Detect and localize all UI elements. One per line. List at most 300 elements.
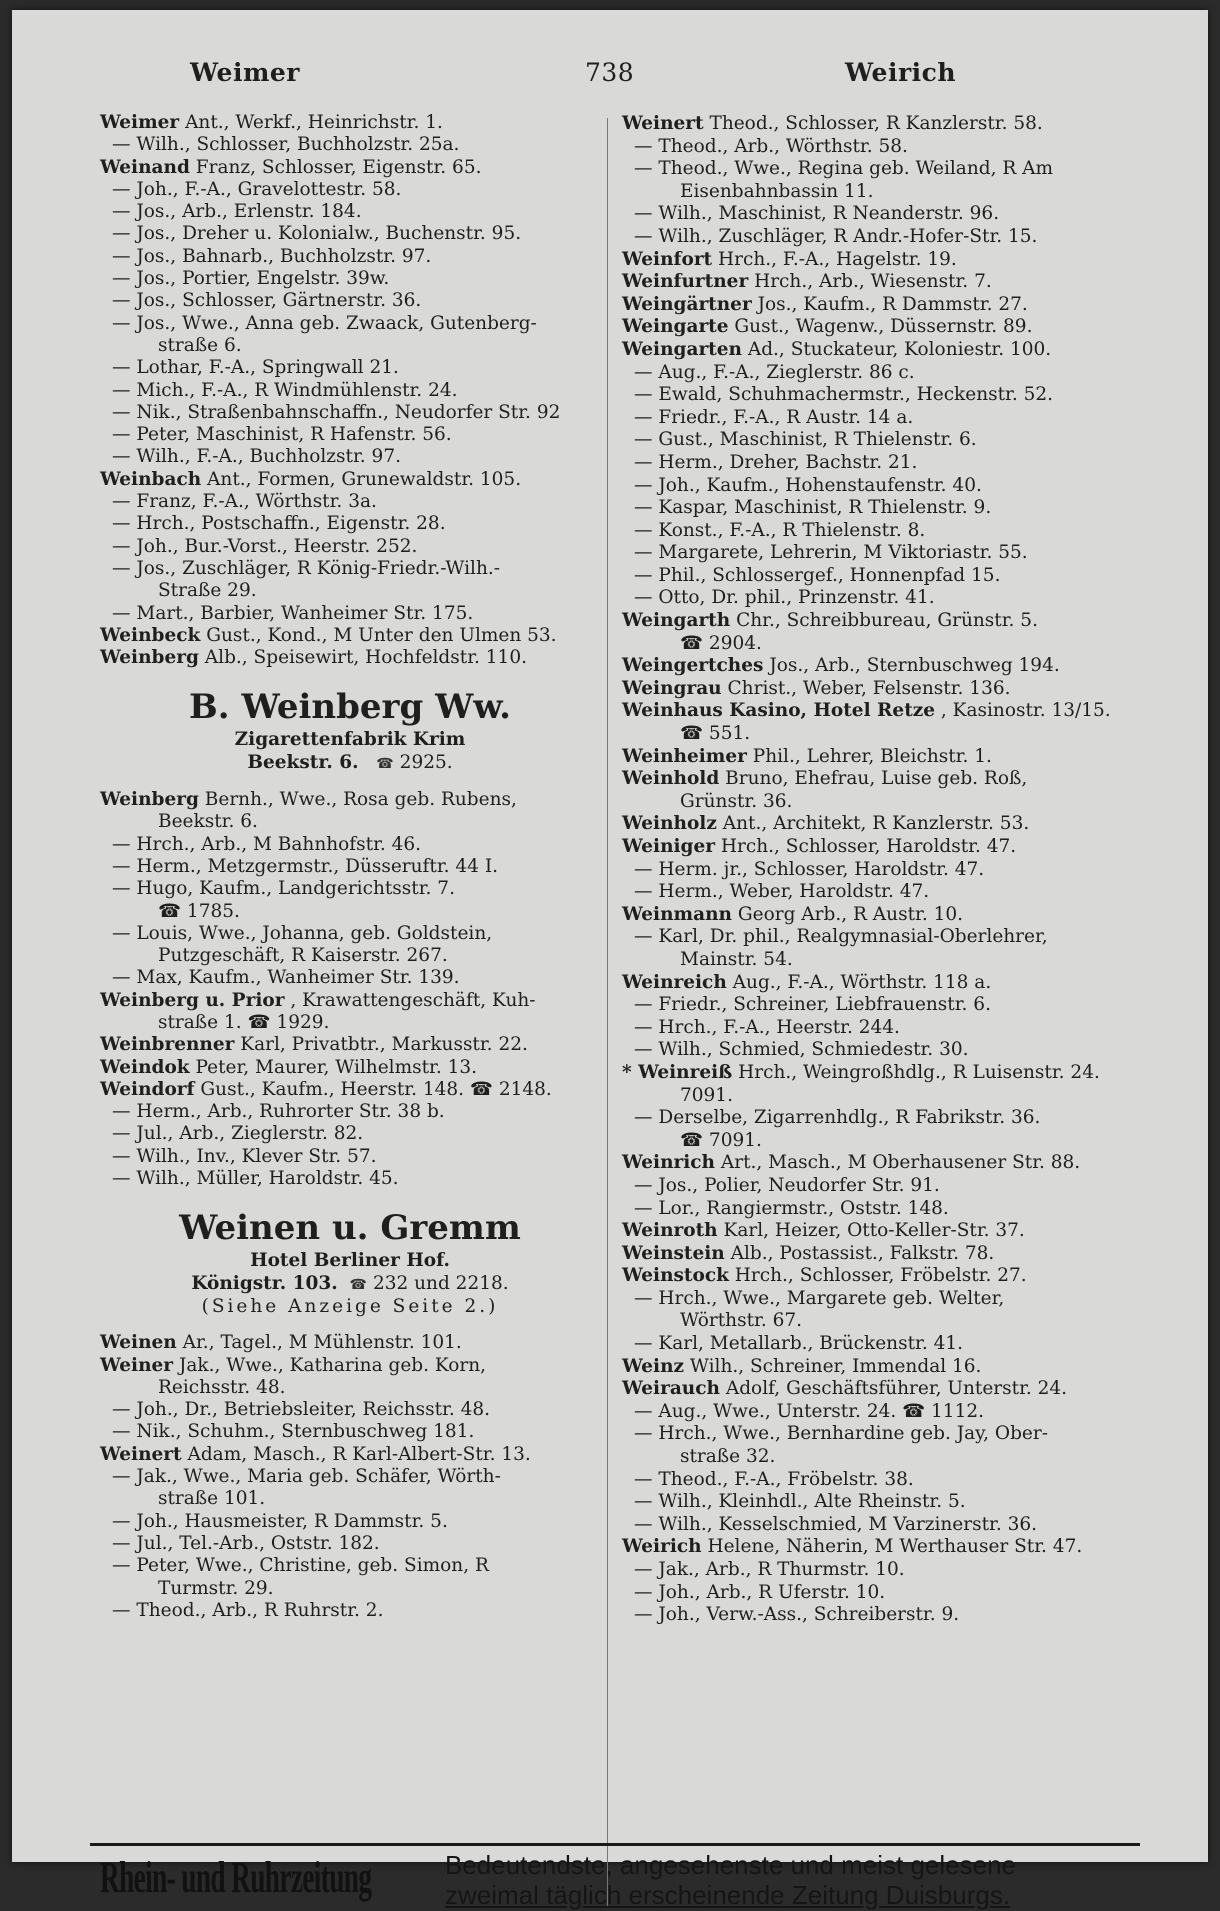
directory-entry <box>100 424 600 446</box>
weinen-ad-phone: ☎ 232 und 2218. <box>349 1273 508 1294</box>
entry-details: — Karl, Metallarb., Brückenstr. 41. <box>634 1333 964 1355</box>
directory-entry <box>622 1310 1147 1333</box>
directory-entry <box>100 990 600 1012</box>
entry-details: — Hugo, Kaufm., Landgerichtsstr. 7. <box>112 878 455 900</box>
entry-surname: Weinen <box>100 1332 177 1354</box>
directory-entry <box>100 1377 600 1399</box>
directory-entry <box>100 834 600 856</box>
entry-details: Peter, Maurer, Wilhelmstr. 13. <box>195 1056 478 1078</box>
entry-details: Hrch., Schlosser, Fröbelstr. 27. <box>734 1265 1027 1287</box>
entry-surname: Weinfort <box>622 248 713 270</box>
entry-details: Wilh., Schreiner, Immendal 16. <box>689 1355 982 1377</box>
entry-surname: Weirich <box>622 1536 702 1558</box>
entry-details: Eisenbahnbassin 11. <box>680 180 874 202</box>
entry-details: straße 32. <box>680 1446 776 1468</box>
directory-entry <box>622 1356 1147 1379</box>
entry-surname: Weindorf <box>100 1078 195 1100</box>
weinberg-ad-address <box>100 752 600 775</box>
directory-entry <box>622 1152 1147 1175</box>
entry-details: Art., Masch., M Oberhausener Str. 88. <box>720 1152 1081 1174</box>
directory-entry <box>100 313 600 335</box>
entry-details: — Ewald, Schuhmachermstr., Heckenstr. 52. <box>634 384 1054 406</box>
entry-details: Ar., Tagel., M Mühlenstr. 101. <box>182 1332 462 1354</box>
directory-entry <box>622 836 1147 859</box>
directory-entry <box>622 1536 1147 1559</box>
directory-entry <box>100 223 600 245</box>
directory-entry <box>622 1198 1147 1221</box>
directory-entry <box>100 1578 600 1600</box>
directory-entry <box>100 1444 600 1466</box>
entry-details: — Theod., Arb., Wörthstr. 58. <box>634 135 908 157</box>
weinberg-ad-line2: Beekstr. 6. <box>247 751 359 773</box>
directory-entry <box>100 402 600 424</box>
directory-entry <box>622 1288 1147 1311</box>
directory-entry <box>100 1034 600 1056</box>
entry-details: — Friedr., Schreiner, Liebfrauenstr. 6. <box>634 994 991 1016</box>
entry-details: — Jos., Schlosser, Gärtnerstr. 36. <box>112 290 422 312</box>
entry-details: 7091. <box>680 1084 733 1106</box>
entry-surname: Weiner <box>100 1354 174 1376</box>
directory-entry <box>100 179 600 201</box>
entry-details: Hrch., Weingroßhdlg., R Luisenstr. 24. <box>738 1061 1100 1083</box>
directory-entry <box>100 536 600 558</box>
entry-details: Chr., Schreibbureau, Grünstr. 5. <box>736 610 1038 632</box>
entry-surname: Weinheimer <box>622 745 747 767</box>
newspaper-advertisement <box>90 1843 1140 1911</box>
entry-details: — Peter, Maschinist, R Hafenstr. 56. <box>112 424 452 446</box>
ad-text-line1: Bedeutendste, angesehenste und meist gelesene <box>445 1850 1016 1880</box>
directory-entry <box>622 1582 1147 1605</box>
directory-entry <box>100 967 600 989</box>
directory-entry <box>622 746 1147 769</box>
entry-surname: Weinstein <box>622 1242 725 1264</box>
entry-surname: Weingertches <box>622 655 764 677</box>
directory-entry <box>100 357 600 379</box>
entry-surname: Weinmann <box>622 903 732 925</box>
weinen-ad-address <box>100 1273 600 1296</box>
directory-entry <box>622 497 1147 520</box>
directory-entry <box>622 881 1147 904</box>
directory-entry <box>622 859 1147 882</box>
entry-surname: Weinberg <box>100 647 199 669</box>
entry-details: — Jos., Zuschläger, R König-Friedr.-Wilh.- <box>112 557 501 579</box>
entry-details: — Kaspar, Maschinist, R Thielenstr. 9. <box>634 497 992 519</box>
entry-details: , Krawattengeschäft, Kuh- <box>290 989 536 1011</box>
directory-entry <box>622 1333 1147 1356</box>
entry-details: Jos., Kaufm., R Dammstr. 27. <box>757 293 1028 315</box>
directory-entry <box>100 1488 600 1510</box>
entry-surname: Weinfurtner <box>622 271 749 293</box>
directory-entry <box>622 203 1147 226</box>
directory-entry <box>622 723 1147 746</box>
directory-entry <box>622 1446 1147 1469</box>
directory-entry <box>100 134 600 156</box>
directory-entry <box>100 923 600 945</box>
entry-details: — Joh., Bur.-Vorst., Heerstr. 252. <box>112 535 418 557</box>
entry-surname: Weinberg u. Prior <box>100 989 285 1011</box>
entry-details: — Jos., Arb., Erlenstr. 184. <box>112 201 362 223</box>
entry-details: Ant., Werkf., Heinrichstr. 1. <box>185 112 443 133</box>
directory-entry <box>622 949 1147 972</box>
entry-details: Mainstr. 54. <box>680 948 793 970</box>
directory-entry <box>622 1107 1147 1130</box>
entry-details: Karl, Privatbtr., Markusstr. 22. <box>240 1034 528 1056</box>
entry-details: ☎ 551. <box>680 723 751 745</box>
directory-entry <box>622 158 1147 181</box>
entry-details: — Theod., F.-A., Fröbelstr. 38. <box>634 1468 914 1490</box>
directory-entry <box>100 789 600 811</box>
header-left: Weimer <box>190 58 300 87</box>
entry-details: — Hrch., Arb., M Bahnhofstr. 46. <box>112 833 422 855</box>
entry-surname: Weingärtner <box>622 293 752 315</box>
entry-surname: Weinreich <box>622 971 727 993</box>
entry-details: Gust., Wagenw., Düssernstr. 89. <box>734 316 1033 338</box>
entry-details: — Mart., Barbier, Wanheimer Str. 175. <box>112 602 474 624</box>
entry-surname: Weindok <box>100 1056 190 1078</box>
entry-details: Gust., Kond., M Unter den Ulmen 53. <box>206 624 557 646</box>
left-entries-2 <box>100 789 600 1190</box>
entry-details: Hrch., Arb., Wiesenstr. 7. <box>754 271 992 293</box>
directory-entry <box>622 136 1147 159</box>
entry-details: — Wilh., Maschinist, R Neanderstr. 96. <box>634 203 1000 225</box>
entry-details: Bernh., Wwe., Rosa geb. Rubens, <box>204 789 517 811</box>
column-divider <box>607 118 608 1908</box>
entry-details: Hrch., F.-A., Hagelstr. 19. <box>718 248 957 270</box>
entry-details: Georg Arb., R Austr. 10. <box>737 903 964 925</box>
entry-surname: Weinert <box>622 113 704 134</box>
directory-entry <box>100 380 600 402</box>
entry-details: — Max, Kaufm., Wanheimer Str. 139. <box>112 967 460 989</box>
directory-entry <box>622 1469 1147 1492</box>
entry-surname: Weingarten <box>622 338 742 360</box>
directory-entry <box>622 587 1147 610</box>
weinberg-ad-phone: ☎ 2925. <box>376 752 452 773</box>
directory-entry <box>100 513 600 535</box>
entry-details: — Wilh., Schmied, Schmiedestr. 30. <box>634 1039 969 1061</box>
directory-entry <box>622 678 1147 701</box>
directory-entry <box>622 768 1147 791</box>
entry-details: ☎ 7091. <box>680 1129 762 1151</box>
directory-entry <box>100 1146 600 1168</box>
weinen-ad-line2: Königstr. 103. <box>191 1272 338 1294</box>
directory-page <box>12 10 1208 1910</box>
directory-entry <box>622 181 1147 204</box>
directory-entry <box>100 580 600 602</box>
entry-details: — Jul., Tel.-Arb., Oststr. 182. <box>112 1532 380 1554</box>
directory-entry <box>622 610 1147 633</box>
entry-details: Christ., Weber, Felsenstr. 136. <box>727 677 1011 699</box>
entry-details: — Jos., Dreher u. Kolonialw., Buchenstr. 95. <box>112 223 522 245</box>
directory-entry <box>100 558 600 580</box>
entry-details: ☎ 1785. <box>158 900 240 922</box>
entry-details: — Herm., Dreher, Bachstr. 21. <box>634 451 918 473</box>
directory-entry <box>622 1062 1147 1085</box>
entry-details: Ant., Formen, Grunewaldstr. 105. <box>207 468 522 490</box>
directory-entry <box>100 1012 600 1034</box>
entry-details: — Hrch., Postschaffn., Eigenstr. 28. <box>112 513 446 535</box>
entry-surname: Weinbrenner <box>100 1034 235 1056</box>
header-right: Weirich <box>845 58 957 87</box>
left-entries-1 <box>100 112 600 669</box>
directory-entry <box>622 1265 1147 1288</box>
directory-entry <box>100 1533 600 1555</box>
entry-details: — Theod., Wwe., Regina geb. Weiland, R Am <box>634 158 1054 180</box>
directory-entry <box>622 1378 1147 1401</box>
directory-entry <box>622 1085 1147 1108</box>
entry-details: — Derselbe, Zigarrenhdlg., R Fabrikstr. 36. <box>634 1107 1041 1129</box>
directory-entry <box>100 1123 600 1145</box>
directory-entry <box>622 294 1147 317</box>
directory-entry <box>622 1423 1147 1446</box>
entry-details: — Wilh., F.-A., Buchholzstr. 97. <box>112 446 401 468</box>
entry-details: — Wilh., Inv., Klever Str. 57. <box>112 1145 377 1167</box>
directory-entry <box>622 1604 1147 1627</box>
entry-surname: Weinstock <box>622 1265 729 1287</box>
directory-entry <box>100 878 600 900</box>
entry-surname: * Weinreiß <box>622 1061 733 1083</box>
entry-details: Straße 29. <box>158 580 257 602</box>
entry-details: — Wilh., Kesselschmied, M Varzinerstr. 36. <box>634 1513 1038 1535</box>
left-column <box>100 112 600 1622</box>
entry-surname: Weinbach <box>100 468 202 490</box>
directory-entry <box>622 1130 1147 1153</box>
directory-entry <box>622 113 1147 136</box>
entry-details: — Phil., Schlossergef., Honnenpfad 15. <box>634 564 1001 586</box>
entry-details: — Aug., F.-A., Zieglerstr. 86 c. <box>634 361 915 383</box>
left-entries-3 <box>100 1332 600 1622</box>
directory-entry <box>100 335 600 357</box>
directory-entry <box>622 407 1147 430</box>
directory-entry <box>100 1332 600 1354</box>
entry-details: — Joh., Kaufm., Hohenstaufenstr. 40. <box>634 474 982 496</box>
directory-entry <box>100 268 600 290</box>
entry-surname: Weingarte <box>622 316 729 338</box>
entry-details: — Wilh., Schlosser, Buchholzstr. 25a. <box>112 134 460 156</box>
entry-details: Beekstr. 6. <box>158 811 258 833</box>
entry-details: Hrch., Schlosser, Haroldstr. 47. <box>720 836 1017 857</box>
entry-details: Theod., Schlosser, R Kanzlerstr. 58. <box>709 113 1043 134</box>
directory-entry <box>622 813 1147 836</box>
page-body <box>90 58 1140 1910</box>
entry-details: Jak., Wwe., Katharina geb. Korn, <box>178 1354 486 1376</box>
entry-surname: Weingrau <box>622 677 722 699</box>
directory-entry <box>100 856 600 878</box>
directory-entry <box>622 475 1147 498</box>
directory-entry <box>622 1220 1147 1243</box>
weinberg-ad-line1: Zigarettenfabrik Krim <box>234 729 466 751</box>
directory-entry <box>100 901 600 923</box>
directory-entry <box>100 1466 600 1488</box>
directory-entry <box>100 1511 600 1533</box>
weinen-ad-note: (Siehe Anzeige Seite 2.) <box>201 1295 499 1317</box>
entry-details: — Franz, F.-A., Wörthstr. 3a. <box>112 491 377 513</box>
directory-entry <box>622 791 1147 814</box>
entry-details: — Joh., Hausmeister, R Dammstr. 5. <box>112 1510 448 1532</box>
entry-surname: Weiniger <box>622 836 715 857</box>
entry-details: — Herm., Weber, Haroldstr. 47. <box>634 881 930 903</box>
directory-entry <box>622 226 1147 249</box>
directory-entry <box>100 1057 600 1079</box>
entry-details: — Wilh., Zuschläger, R Andr.-Hofer-Str. 15. <box>634 225 1038 247</box>
entry-details: — Joh., F.-A., Gravelottestr. 58. <box>112 178 402 200</box>
directory-entry <box>622 633 1147 656</box>
directory-entry <box>100 625 600 647</box>
entry-details: — Friedr., F.-A., R Austr. 14 a. <box>634 406 914 428</box>
directory-entry <box>622 926 1147 949</box>
entry-details: Phil., Lehrer, Bleichstr. 1. <box>752 745 992 767</box>
directory-entry <box>622 362 1147 385</box>
directory-entry <box>622 249 1147 272</box>
entry-details: — Jak., Wwe., Maria geb. Schäfer, Wörth- <box>112 1466 501 1488</box>
directory-entry <box>100 491 600 513</box>
entry-details: — Jos., Wwe., Anna geb. Zwaack, Gutenberg- <box>112 312 537 334</box>
entry-details: straße 101. <box>158 1488 266 1510</box>
directory-entry <box>100 811 600 833</box>
entry-surname: Weinz <box>622 1355 685 1377</box>
entry-details: — Nik., Schuhm., Sternbuschweg 181. <box>112 1421 475 1443</box>
directory-entry <box>622 1039 1147 1062</box>
directory-entry <box>622 1559 1147 1582</box>
entry-details: Adam, Masch., R Karl-Albert-Str. 13. <box>187 1443 531 1465</box>
directory-entry <box>622 429 1147 452</box>
entry-surname: Weirauch <box>622 1378 720 1400</box>
entry-details: — Jul., Arb., Zieglerstr. 82. <box>112 1123 364 1145</box>
directory-entry <box>622 339 1147 362</box>
entry-details: — Herm. jr., Schlosser, Haroldstr. 47. <box>634 858 985 880</box>
entry-details: — Peter, Wwe., Christine, geb. Simon, R <box>112 1555 489 1577</box>
entry-details: — Hrch., F.-A., Heerstr. 244. <box>634 1016 900 1038</box>
directory-entry <box>622 1175 1147 1198</box>
entry-surname: Weingarth <box>622 610 731 632</box>
entry-details: Helene, Näherin, M Werthauser Str. 47. <box>707 1536 1083 1558</box>
directory-entry <box>622 1017 1147 1040</box>
ad-text-line2: zweimal täglich erscheinende Zeitung Duisburgs. <box>445 1880 1011 1910</box>
entry-details: Ad., Stuckateur, Koloniestr. 100. <box>747 338 1052 360</box>
directory-entry <box>622 1491 1147 1514</box>
entry-surname: Weinberg <box>100 789 199 811</box>
entry-details: — Otto, Dr. phil., Prinzenstr. 41. <box>634 587 935 609</box>
entry-surname: Weinert <box>100 1443 182 1465</box>
entry-details: Gust., Kaufm., Heerstr. 148. ☎ 2148. <box>200 1078 552 1100</box>
weinberg-ad-name: B. Weinberg Ww. <box>189 687 511 728</box>
directory-entry <box>100 1079 600 1101</box>
entry-details: — Lothar, F.-A., Springwall 21. <box>112 357 399 379</box>
entry-details: — Joh., Verw.-Ass., Schreiberstr. 9. <box>634 1604 960 1626</box>
entry-details: , Kasinostr. 13/15. <box>940 700 1111 722</box>
entry-surname: Weimer <box>100 112 180 133</box>
directory-entry <box>100 246 600 268</box>
newspaper-logo: Rhein- und Ruhrzeitung <box>100 1853 372 1902</box>
weinen-ad-name: Weinen u. Gremm <box>179 1208 521 1249</box>
entry-details: — Margarete, Lehrerin, M Viktoriastr. 55. <box>634 542 1028 564</box>
entry-details: Aug., F.-A., Wörthstr. 118 a. <box>732 971 992 993</box>
directory-entry <box>622 1514 1147 1537</box>
directory-entry <box>622 655 1147 678</box>
directory-entry <box>100 290 600 312</box>
entry-details: — Wilh., Kleinhdl., Alte Rheinstr. 5. <box>634 1491 966 1513</box>
entry-details: Ant., Architekt, R Kanzlerstr. 53. <box>722 813 1030 835</box>
entry-details: Putzgeschäft, R Kaiserstr. 267. <box>158 945 448 967</box>
directory-entry <box>100 446 600 468</box>
directory-entry <box>622 904 1147 927</box>
directory-entry <box>100 1168 600 1190</box>
entry-details: — Wilh., Müller, Haroldstr. 45. <box>112 1168 399 1190</box>
entry-details: — Louis, Wwe., Johanna, geb. Goldstein, <box>112 922 493 944</box>
entry-details: — Jos., Bahnarb., Buchholzstr. 97. <box>112 245 432 267</box>
entry-surname: Weinand <box>100 156 190 178</box>
directory-entry <box>622 271 1147 294</box>
entry-surname: Weinhold <box>622 768 720 790</box>
directory-entry <box>100 603 600 625</box>
entry-surname: Weinroth <box>622 1220 718 1242</box>
entry-details: — Joh., Arb., R Uferstr. 10. <box>634 1581 886 1603</box>
page-number: 738 <box>585 58 635 87</box>
entry-details: — Joh., Dr., Betriebsleiter, Reichsstr. 48. <box>112 1399 491 1421</box>
entry-details: Alb., Postassist., Falkstr. 78. <box>730 1242 995 1264</box>
directory-entry <box>100 112 600 134</box>
directory-entry <box>100 647 600 669</box>
entry-details: Jos., Arb., Sternbuschweg 194. <box>769 655 1060 677</box>
directory-entry <box>622 520 1147 543</box>
directory-entry <box>100 1355 600 1377</box>
directory-entry <box>100 157 600 179</box>
entry-details: — Herm., Arb., Ruhrorter Str. 38 b. <box>112 1101 445 1123</box>
directory-entry <box>100 1101 600 1123</box>
directory-entry <box>100 1421 600 1443</box>
entry-details: straße 1. ☎ 1929. <box>158 1011 330 1033</box>
entry-details: straße 6. <box>158 334 242 356</box>
directory-entry <box>100 1555 600 1577</box>
entry-details: — Herm., Metzgermstr., Düsseruftr. 44 I. <box>112 855 499 877</box>
entry-details: — Jak., Arb., R Thurmstr. 10. <box>634 1559 905 1580</box>
entry-details: Grünstr. 36. <box>680 790 793 812</box>
entry-details: Franz, Schlosser, Eigenstr. 65. <box>195 156 482 178</box>
entry-details: — Hrch., Wwe., Margarete geb. Welter, <box>634 1287 1005 1309</box>
weinen-ad-line1: Hotel Berliner Hof. <box>250 1250 450 1272</box>
entry-details: Reichsstr. 48. <box>158 1376 286 1398</box>
entry-details: ☎ 2904. <box>680 632 762 654</box>
entry-details: Adolf, Geschäftsführer, Unterstr. 24. <box>725 1378 1068 1400</box>
directory-entry <box>622 384 1147 407</box>
entry-surname: Weinbeck <box>100 624 201 646</box>
directory-entry <box>622 1401 1147 1424</box>
directory-entry <box>100 1600 600 1622</box>
entry-surname: Weinholz <box>622 813 717 835</box>
entry-details: — Lor., Rangiermstr., Oststr. 148. <box>634 1197 949 1219</box>
directory-entry <box>622 1243 1147 1266</box>
entry-details: — Jos., Portier, Engelstr. 39w. <box>112 268 390 290</box>
entry-details: — Gust., Maschinist, R Thielenstr. 6. <box>634 429 977 451</box>
directory-entry <box>622 542 1147 565</box>
directory-entry <box>622 565 1147 588</box>
directory-entry <box>622 452 1147 475</box>
directory-entry <box>622 972 1147 995</box>
entry-details: — Aug., Wwe., Unterstr. 24. ☎ 1112. <box>634 1400 985 1422</box>
directory-entry <box>622 700 1147 723</box>
entry-details: — Theod., Arb., R Ruhrstr. 2. <box>112 1599 384 1621</box>
entry-details: — Hrch., Wwe., Bernhardine geb. Jay, Ober- <box>634 1423 1048 1445</box>
entry-surname: Weinrich <box>622 1152 716 1174</box>
entry-details: Wörthstr. 67. <box>680 1310 803 1332</box>
directory-entry <box>100 469 600 491</box>
entry-details: — Nik., Straßenbahnschaffn., Neudorfer Str. 92 <box>112 401 561 423</box>
directory-entry <box>100 945 600 967</box>
entry-details: — Karl, Dr. phil., Realgymnasial-Oberlehrer, <box>634 926 1048 948</box>
right-column <box>622 113 1147 1627</box>
entry-details: Bruno, Ehefrau, Luise geb. Roß, <box>725 768 1028 790</box>
entry-details: — Mich., F.-A., R Windmühlenstr. 24. <box>112 379 458 401</box>
entry-details: Alb., Speisewirt, Hochfeldstr. 110. <box>204 647 527 669</box>
